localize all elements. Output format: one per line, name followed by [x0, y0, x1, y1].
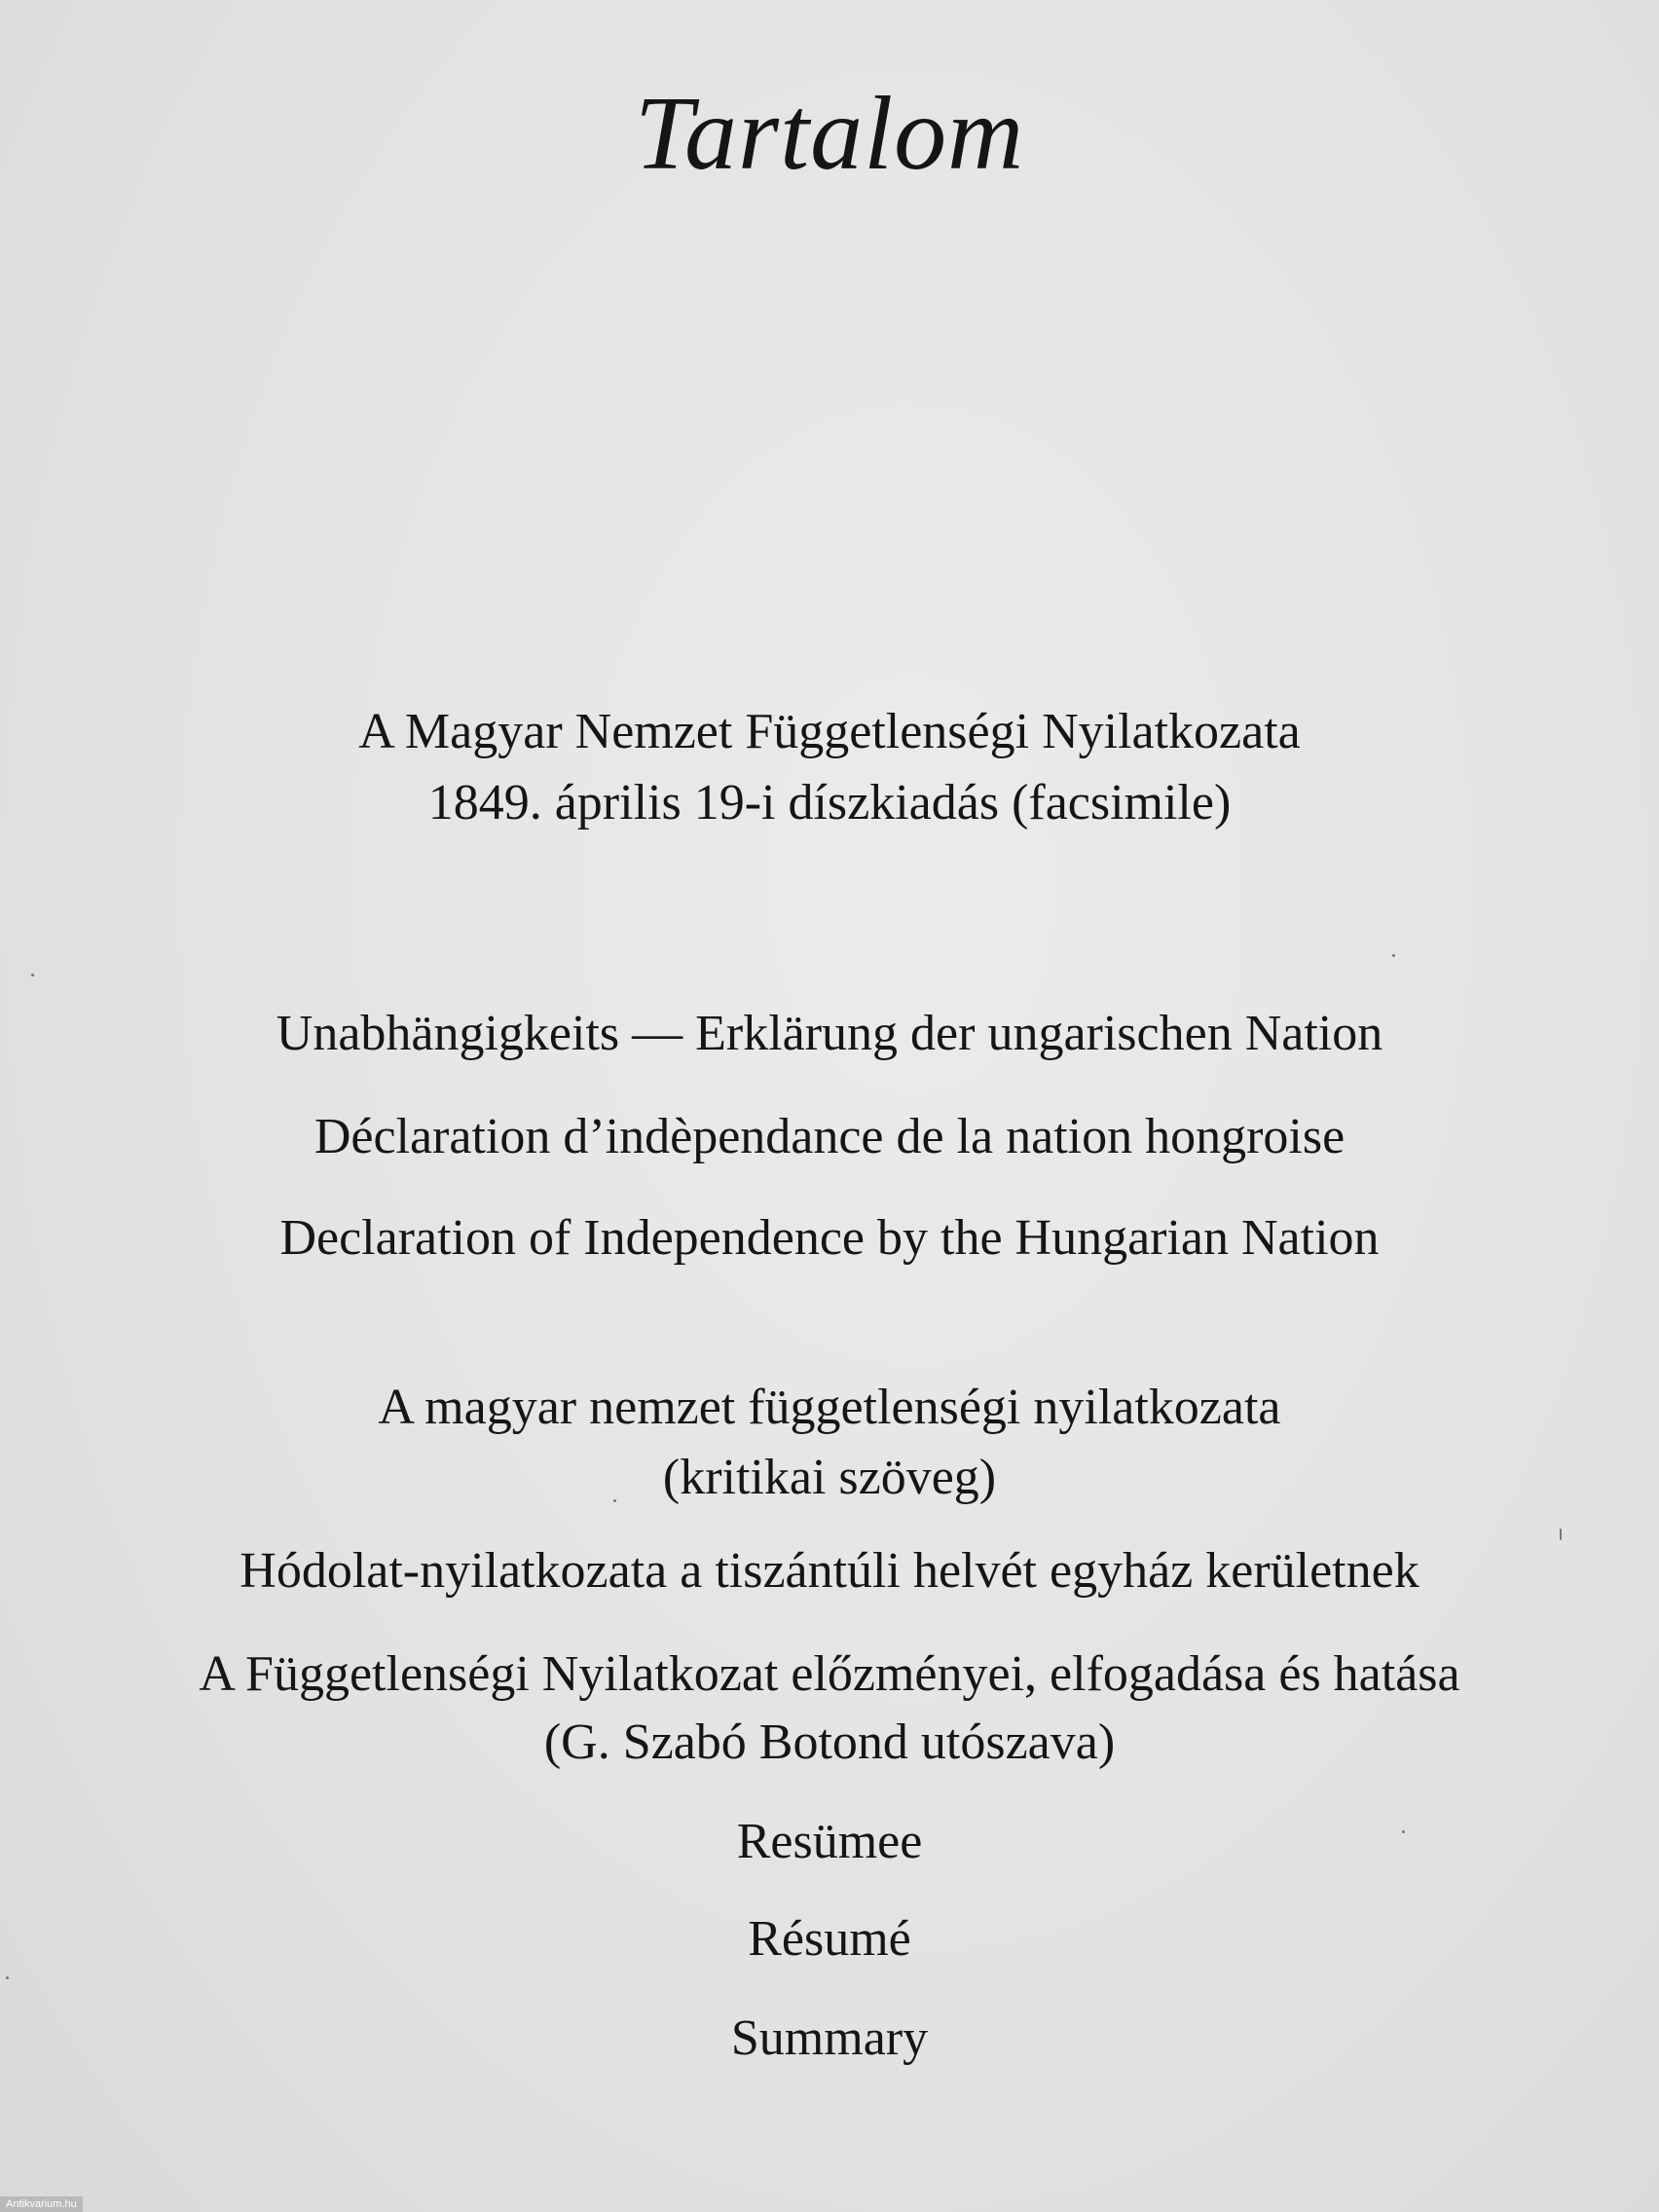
toc-entry-7-line-2: (G. Szabó Botond utószava) [543, 1714, 1116, 1770]
toc-entry-5-line-2: (kritikai szöveg) [662, 1450, 997, 1505]
toc-entry-1-line-1: A Magyar Nemzet Függetlenségi Nyilatkozata [358, 704, 1301, 759]
site-watermark: Antikvarium.hu [0, 2196, 83, 2212]
toc-entry-8: Resümee [736, 1814, 923, 1869]
toc-entry-1-line-2: 1849. április 19-i díszkiadás (facsimile) [427, 775, 1232, 830]
paper-speck [613, 1499, 616, 1502]
page-title: Tartalom [634, 76, 1025, 192]
toc-entry-7-line-1: A Függetlenségi Nyilatkozat előzményei, elfogadása és hatása [199, 1646, 1460, 1702]
toc-entry-5-line-1: A magyar nemzet függetlenségi nyilatkozata [378, 1380, 1281, 1435]
toc-entry-10: Summary [730, 2010, 929, 2066]
toc-entry-2: Unabhängigkeits — Erklärung der ungarischen Nation [276, 1006, 1383, 1061]
paper-speck [6, 1976, 9, 1979]
paper-speck [1560, 1529, 1562, 1540]
toc-entry-9: Résumé [748, 1911, 911, 1967]
toc-entry-4: Declaration of Independence by the Hungarian Nation [279, 1210, 1380, 1266]
toc-entry-6: Hódolat-nyilatkozata a tiszántúli helvét egyház kerületnek [240, 1543, 1419, 1599]
toc-entry-3: Déclaration d’indèpendance de la nation hongroise [313, 1109, 1346, 1164]
paper-speck [31, 974, 34, 977]
paper-speck [1392, 954, 1395, 957]
paper-speck [1402, 1830, 1405, 1833]
